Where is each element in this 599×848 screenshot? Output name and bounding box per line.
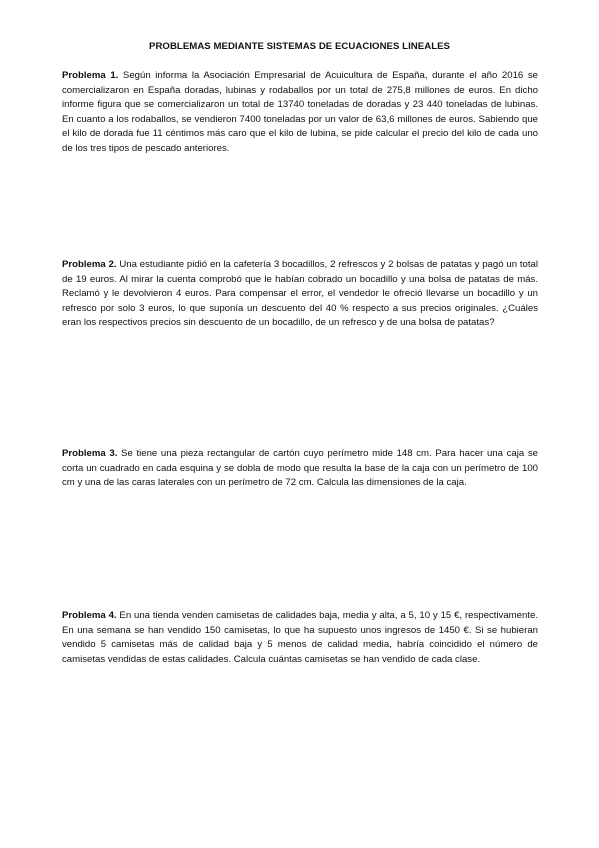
problem-4-label: Problema 4. — [62, 610, 117, 621]
problem-3-text: Se tiene una pieza rectangular de cartón cuyo perímetro mide 148 cm. Para hacer una caja se corta un cuadrado en cada esquina y se dobla de modo que resulta la base de la caja con un perímetro de 100 cm y una de las caras laterales con un perímetro de 72 cm. Calcula las dimensiones de la caja. — [62, 448, 539, 489]
document-title: PROBLEMAS MEDIANTE SISTEMAS DE ECUACIONES LINEALES — [149, 41, 450, 52]
problem-2 — [62, 258, 538, 331]
problem-1 — [62, 69, 538, 157]
problem-4-text: En una tienda venden camisetas de calidades baja, media y alta, a 5, 10 y 15 €, respectivamente. En una semana se han vendido 150 camisetas, lo que ha supuesto unos ingresos de 1450 €. Si se hubieran vendido 5 camisetas más de calidad baja y 5 menos de calidad media, habría coincidido el número de camisetas vendidas de estas calidades. Calcula cuántas camisetas se han vendido de cada clase. — [62, 610, 538, 665]
problem-1-label: Problema 1. — [62, 70, 119, 81]
problem-3-label: Problema 3. — [62, 448, 118, 459]
problem-2-label: Problema 2. — [62, 259, 117, 270]
problem-2-text: Una estudiante pidió en la cafetería 3 bocadillos, 2 refrescos y 2 bolsas de patatas y pagó un total de 19 euros. Al mirar la cuenta comprobó que le habían cobrado un bocadillo y una bolsa de patatas de más. Reclamó y le devolvieron 4 euros. Para compensar el error, el vendedor le ofreció llevarse un bocadillo y un refresco por solo 3 euros, lo que suponía un descuento del 40 % respecto a sus precios originales. ¿Cuáles eran los respectivos precios sin descuento de un bocadillo, de un refresco y de una bolsa de patatas? — [62, 259, 538, 329]
problem-1-text: Según informa la Asociación Empresarial de Acuicultura de España, durante el año 2016 se comercializaron en España doradas, lubinas y rodaballos por un total de 275,8 millones de euros. En dicho informe figura que se comercializaron un total de 13740 toneladas de doradas y 23 440 toneladas de lubinas. En cuanto a los rodaballos, se vendieron 7400 toneladas por un valor de 63,6 millones de euros. Sabiendo que el kilo de dorada fue 11 céntimos más caro que el kilo de lubina, se pide calcular el precio del kilo de cada uno de los tres tipos de pescado anteriores. — [62, 70, 538, 154]
problem-4 — [62, 609, 538, 667]
problem-3 — [62, 447, 538, 491]
